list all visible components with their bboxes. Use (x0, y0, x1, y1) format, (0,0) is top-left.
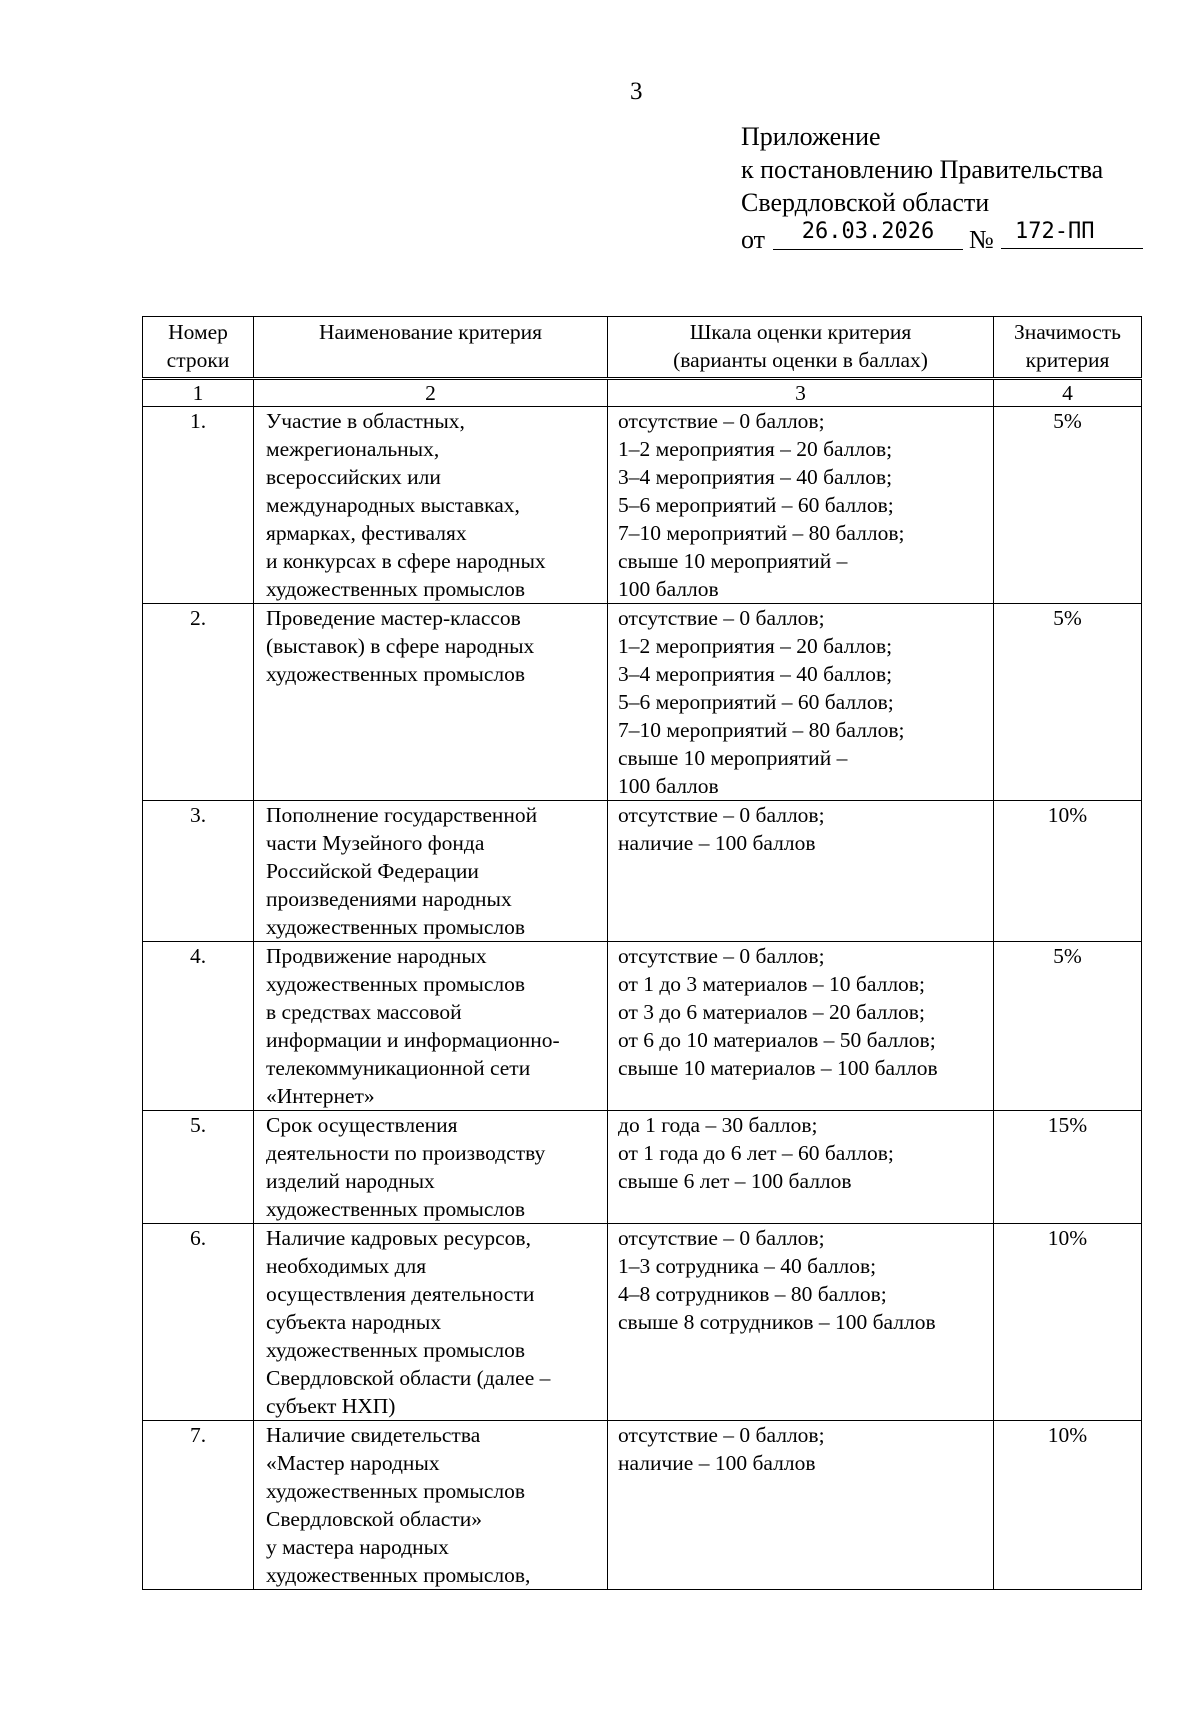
table-row (143, 407, 1142, 604)
column-number: 4 (994, 379, 1142, 407)
criterion-name-line: осуществления деятельности (266, 1282, 535, 1306)
criterion-name-line: Свердловской области (далее – (266, 1366, 551, 1390)
row-number: 6. (143, 1224, 254, 1421)
criterion-name (254, 604, 608, 801)
row-number: 2. (143, 604, 254, 801)
criterion-weight: 5% (994, 407, 1142, 604)
scale-option-line: 7–10 мероприятий – 80 баллов; (618, 718, 905, 742)
scale-option-line: 1–3 сотрудника – 40 баллов; (618, 1254, 877, 1278)
criterion-name-line: у мастера народных (266, 1535, 449, 1559)
appendix-line: к постановлению Правительства (741, 155, 1104, 184)
criterion-name (254, 1421, 608, 1590)
scale-options (608, 407, 994, 604)
criterion-name (254, 942, 608, 1111)
criterion-name-line: информации и информационно- (266, 1028, 560, 1052)
scale-option-line: от 3 до 6 материалов – 20 баллов; (618, 1000, 925, 1024)
page-number: 3 (630, 78, 643, 105)
table-row (143, 801, 1142, 942)
criterion-name-line: Пополнение государственной (266, 803, 538, 827)
criterion-name (254, 407, 608, 604)
criterion-name-line: Наличие кадровых ресурсов, (266, 1226, 531, 1250)
criteria-table (142, 316, 1142, 1590)
scale-option-line: 7–10 мероприятий – 80 баллов; (618, 521, 905, 545)
table-row (143, 1111, 1142, 1224)
header-criterion-name: Наименование критерия (254, 317, 608, 379)
row-number: 4. (143, 942, 254, 1111)
criterion-name-line: в средствах массовой (266, 1000, 462, 1024)
date-prefix: от (741, 225, 766, 254)
scale-option-line: 100 баллов (618, 774, 719, 798)
criterion-weight: 5% (994, 942, 1142, 1111)
criterion-name-line: художественных промыслов, (266, 1563, 531, 1587)
document-number: 172-ПП (1001, 219, 1143, 249)
criterion-name (254, 1224, 608, 1421)
scale-option-line: от 1 до 3 материалов – 10 баллов; (618, 972, 925, 996)
table-row (143, 942, 1142, 1111)
criterion-name-line: «Мастер народных (266, 1451, 440, 1475)
table-row (143, 1224, 1142, 1421)
criterion-weight: 10% (994, 1421, 1142, 1590)
criterion-name-line: телекоммуникационной сети (266, 1056, 531, 1080)
scale-options (608, 1224, 994, 1421)
criterion-name-line: художественных промыслов (266, 1479, 526, 1503)
criterion-name-line: необходимых для (266, 1254, 427, 1278)
table-row (143, 604, 1142, 801)
criterion-weight: 10% (994, 1224, 1142, 1421)
scale-options (608, 942, 994, 1111)
scale-option-line: 4–8 сотрудников – 80 баллов; (618, 1282, 887, 1306)
criterion-name-line: произведениями народных (266, 887, 512, 911)
scale-option-line: 1–2 мероприятия – 20 баллов; (618, 437, 893, 461)
date-number-line (741, 219, 1103, 253)
criterion-name-line: международных выставках, (266, 493, 520, 517)
criterion-name-line: Срок осуществления (266, 1113, 458, 1137)
criterion-name (254, 801, 608, 942)
scale-options (608, 1421, 994, 1590)
scale-option-line: 3–4 мероприятия – 40 баллов; (618, 465, 893, 489)
scale-options (608, 604, 994, 801)
appendix-line: Приложение (741, 122, 881, 151)
criterion-name-line: художественных промыслов (266, 915, 526, 939)
criterion-name-line: межрегиональных, (266, 437, 440, 461)
criterion-name-line: Российской Федерации (266, 859, 479, 883)
criterion-weight: 10% (994, 801, 1142, 942)
criterion-name-line: ярмарках, фестивалях (266, 521, 467, 545)
scale-option-line: отсутствие – 0 баллов; (618, 409, 825, 433)
criterion-weight: 15% (994, 1111, 1142, 1224)
scale-option-line: 100 баллов (618, 577, 719, 601)
criterion-name-line: Участие в областных, (266, 409, 465, 433)
criterion-name-line: субъекта народных (266, 1310, 442, 1334)
scale-option-line: 5–6 мероприятий – 60 баллов; (618, 493, 894, 517)
criterion-name-line: деятельности по производству (266, 1141, 546, 1165)
scale-option-line: от 1 года до 6 лет – 60 баллов; (618, 1141, 894, 1165)
table-row (143, 1421, 1142, 1590)
scale-option-line: отсутствие – 0 баллов; (618, 1423, 825, 1447)
scale-option-line: отсутствие – 0 баллов; (618, 1226, 825, 1250)
scale-option-line: наличие – 100 баллов (618, 1451, 816, 1475)
row-number: 5. (143, 1111, 254, 1224)
scale-option-line: от 6 до 10 материалов – 50 баллов; (618, 1028, 936, 1052)
scale-option-line: свыше 6 лет – 100 баллов (618, 1169, 852, 1193)
scale-option-line: отсутствие – 0 баллов; (618, 606, 825, 630)
appendix-header (741, 120, 1103, 253)
column-number-row (143, 379, 1142, 407)
appendix-line: Свердловской области (741, 188, 990, 217)
criterion-name-line: Проведение мастер-классов (266, 606, 521, 630)
header-row-number: Номер строки (143, 317, 254, 379)
number-prefix: № (969, 225, 994, 254)
criterion-name-line: художественных промыслов (266, 1338, 526, 1362)
criterion-name-line: художественных промыслов (266, 577, 526, 601)
header-weight: Значимость критерия (994, 317, 1142, 379)
criterion-name-line: «Интернет» (266, 1084, 375, 1108)
column-number: 1 (143, 379, 254, 407)
scale-option-line: наличие – 100 баллов (618, 831, 816, 855)
criterion-name-line: художественных промыслов (266, 1197, 526, 1221)
column-number: 2 (254, 379, 608, 407)
criterion-name-line: Свердловской области» (266, 1507, 482, 1531)
criterion-name-line: изделий народных (266, 1169, 435, 1193)
header-scale: Шкала оценки критерия (варианты оценки в баллах) (608, 317, 994, 379)
criterion-name (254, 1111, 608, 1224)
scale-options (608, 801, 994, 942)
criterion-name-line: (выставок) в сфере народных (266, 634, 535, 658)
row-number: 3. (143, 801, 254, 942)
row-number: 1. (143, 407, 254, 604)
criterion-name-line: и конкурсах в сфере народных (266, 549, 546, 573)
criterion-name-line: всероссийских или (266, 465, 441, 489)
scale-option-line: отсутствие – 0 баллов; (618, 944, 825, 968)
scale-option-line: до 1 года – 30 баллов; (618, 1113, 818, 1137)
criterion-name-line: художественных промыслов (266, 662, 526, 686)
scale-option-line: отсутствие – 0 баллов; (618, 803, 825, 827)
criterion-name-line: художественных промыслов (266, 972, 526, 996)
scale-option-line: 1–2 мероприятия – 20 баллов; (618, 634, 893, 658)
scale-option-line: свыше 10 мероприятий – (618, 549, 848, 573)
criterion-name-line: Продвижение народных (266, 944, 487, 968)
criterion-name-line: части Музейного фонда (266, 831, 485, 855)
scale-option-line: 3–4 мероприятия – 40 баллов; (618, 662, 893, 686)
scale-option-line: свыше 8 сотрудников – 100 баллов (618, 1310, 936, 1334)
criterion-name-line: субъект НХП) (266, 1394, 396, 1418)
criterion-weight: 5% (994, 604, 1142, 801)
scale-option-line: свыше 10 мероприятий – (618, 746, 848, 770)
scale-option-line: свыше 10 материалов – 100 баллов (618, 1056, 938, 1080)
table-header-row (143, 317, 1142, 379)
row-number: 7. (143, 1421, 254, 1590)
scale-option-line: 5–6 мероприятий – 60 баллов; (618, 690, 894, 714)
scale-options (608, 1111, 994, 1224)
criterion-name-line: Наличие свидетельства (266, 1423, 481, 1447)
date-value: 26.03.2026 (773, 219, 963, 250)
column-number: 3 (608, 379, 994, 407)
